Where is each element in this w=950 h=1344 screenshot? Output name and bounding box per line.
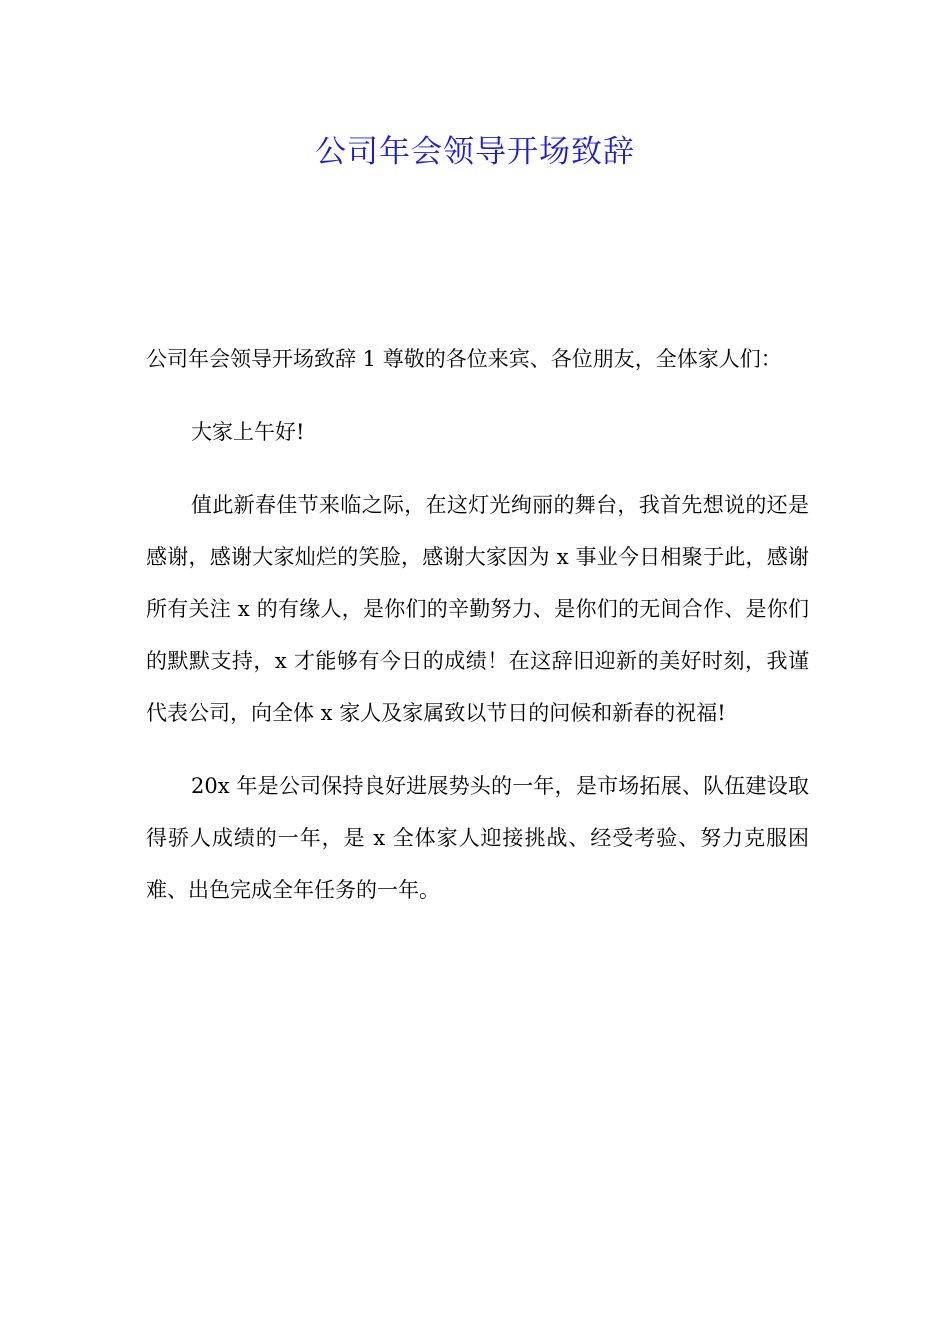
paragraph-year-review: 20x 年是公司保持良好进展势头的一年，是市场拓展、队伍建设取得骄人成绩的一年，是 x 全体家人迎接挑战、经受考验、努力克服困难、出色完成全年任务的一年。 bbox=[146, 774, 809, 902]
paragraph-opening: 公司年会领导开场致辞 1 尊敬的各位来宾、各位朋友，全体家人们： bbox=[146, 347, 782, 371]
document-title: 公司年会领导开场致辞 bbox=[315, 134, 635, 170]
paragraph-greeting: 大家上午好! bbox=[191, 420, 305, 444]
document-body bbox=[146, 333, 809, 937]
paragraph-thanks: 值此新春佳节来临之际，在这灯光绚丽的舞台，我首先想说的还是感谢，感谢大家灿烂的笑脸，感谢大家因为 x 事业今日相聚于此，感谢所有关注 x 的有缘人，是你们的辛勤努力、是你们的无间合作、是你们的默默支持，x 才能够有今日的成绩！在这辞旧迎新的美好时刻，我谨代表公司，向全体 x 家人及家属致以节日的问候和新春的祝福! bbox=[146, 493, 809, 725]
